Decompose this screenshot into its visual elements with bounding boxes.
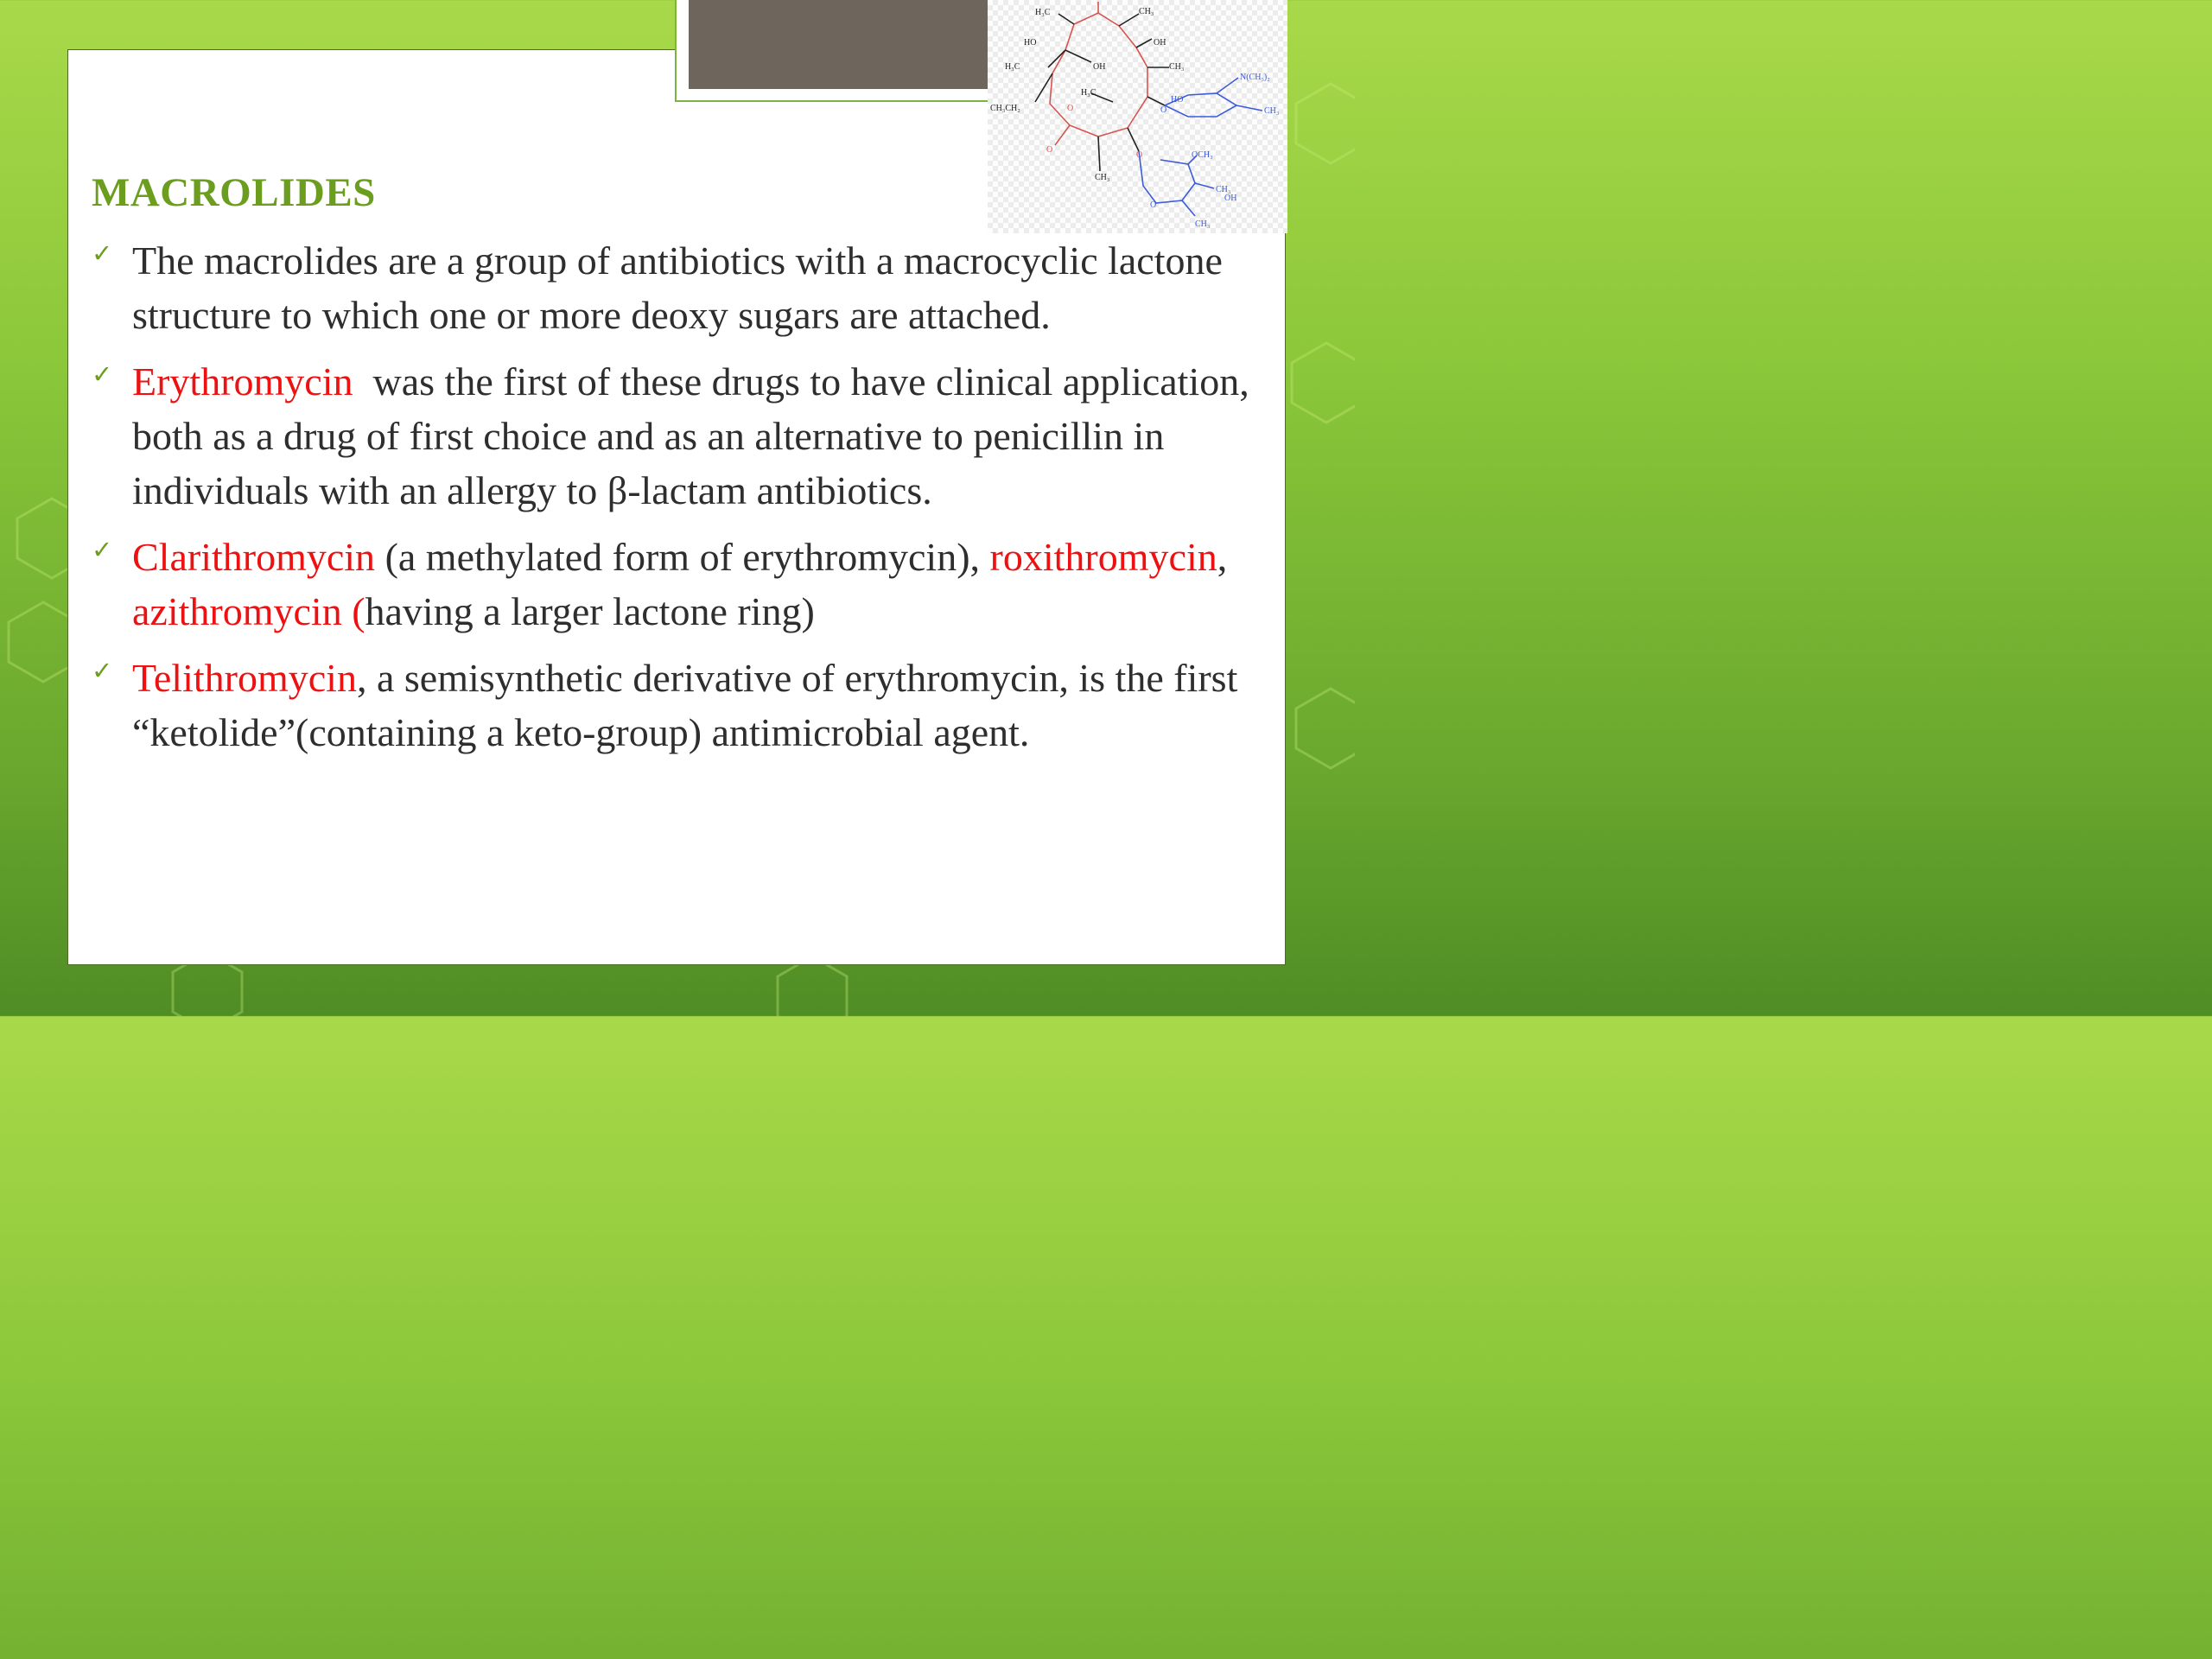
title-tab [689, 0, 991, 89]
label-o-ring: O [1067, 104, 1074, 113]
label-ch3-cladinose: CH₃ [1216, 185, 1231, 194]
bullet-item [92, 233, 1249, 342]
bullet-text [132, 359, 1259, 512]
label-ch3-cladinose-2: CH₃ [1195, 219, 1211, 229]
label-och3: OCH₃ [1192, 150, 1213, 160]
checkmark-icon: ✓ [92, 656, 113, 685]
bullet-text-segment: (a methylated form of erythromycin), [375, 535, 990, 579]
label-o-sugar: O [1160, 105, 1167, 115]
label-ethyl: CH₃CH₂ [990, 104, 1020, 113]
bullet-item [92, 651, 1249, 760]
label-oh-cladinose: OH [1224, 194, 1237, 203]
checkmark-icon: ✓ [92, 535, 113, 564]
drug-name-highlight: roxithromycin [989, 535, 1217, 579]
bullet-text-segment: , a semisynthetic derivative of erythromycin, is the first “ketolide”(containing a keto-group) antimicrobial agent. [132, 656, 1248, 754]
label-oh-inner: OH [1093, 62, 1106, 72]
label-nme2: N(CH₃)₂ [1240, 73, 1270, 82]
checkmark-icon: ✓ [92, 238, 113, 268]
label-o-glyco: O [1136, 150, 1143, 160]
bullet-text-segment: was the first of these drugs to have clinical application, both as a drug of first choice and as an alternative to penicillin in individuals with an allergy to β-lactam antibiotics. [132, 359, 1260, 512]
label-oh-right: OH [1154, 38, 1166, 48]
bullet-text [132, 656, 1248, 754]
label-ch3-top: CH₃ [1139, 7, 1154, 16]
bullet-item [92, 354, 1260, 518]
drug-name-highlight: Erythromycin [132, 359, 353, 404]
bullet-text-segment: having a larger lactone ring) [365, 589, 815, 633]
slide-title: MACROLIDES [92, 170, 376, 215]
drug-name-highlight: Clarithromycin [132, 535, 376, 579]
label-ho-left: HO [1024, 38, 1037, 48]
checkmark-icon: ✓ [92, 359, 113, 389]
label-h3c-top: H₃C [1035, 8, 1051, 17]
label-o-cladinose: O [1150, 200, 1157, 210]
bullet-text [132, 535, 1237, 633]
bullet-list [92, 233, 1260, 760]
label-h3c-ring: H₃C [1081, 88, 1096, 98]
bullet-item [92, 530, 1249, 639]
label-ch3-right: CH₃ [1169, 62, 1185, 72]
label-ch3-sugar: CH₃ [1264, 106, 1280, 116]
label-ho-sugar: HO [1171, 95, 1184, 105]
label-o-keto: O [1046, 145, 1053, 155]
drug-name-highlight: Telithromycin [132, 656, 357, 700]
label-ch3-bottom: CH₃ [1095, 173, 1110, 182]
bullet-text-segment: , [1217, 535, 1237, 579]
bullet-text [132, 238, 1243, 337]
label-h3c-left: H₃C [1005, 62, 1020, 72]
erythromycin-structure-image [988, 0, 1287, 233]
drug-name-highlight: azithromycin ( [132, 589, 365, 633]
bullet-text-segment: The macrolides are a group of antibiotics with a macrocyclic lactone structure to which one or more deoxy sugars are attached. [132, 238, 1243, 337]
